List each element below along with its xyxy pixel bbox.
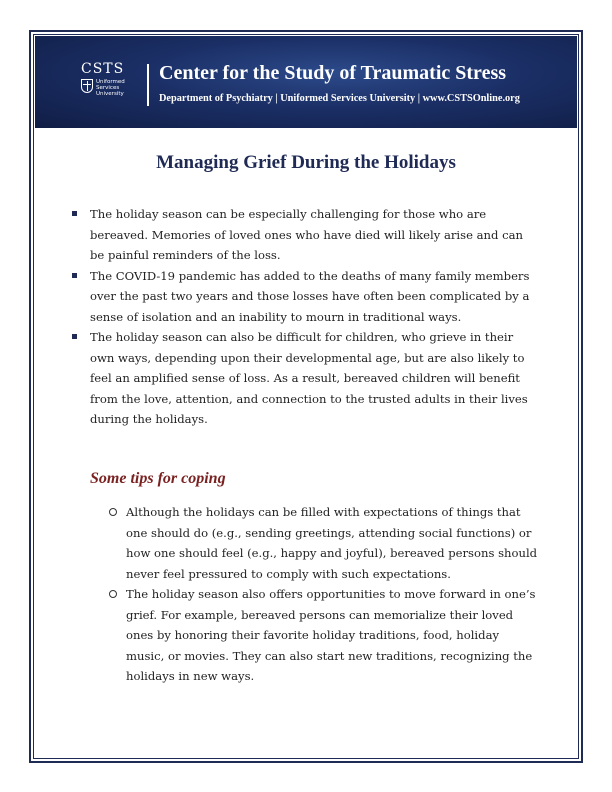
logo-acronym: CSTS: [81, 61, 125, 77]
bullet-item: The COVID-19 pandemic has added to the deaths of many family members over the past two years and those losses have often been complicated by a sense of isolation and an inability to mourn in traditional ways.: [70, 266, 540, 328]
document-title: Managing Grief During the Holidays: [156, 152, 456, 173]
header-banner: [35, 36, 577, 128]
shield-icon: [81, 79, 93, 93]
tips-list: [108, 502, 538, 687]
bullet-item: The holiday season can also be difficult for children, who grieve in their own ways, depending upon their developmental age, but are also likely to feel an amplified sense of loss. As a result, bereaved children will benefit from the love, attention, and connection to the trusted adults in their lives during the holidays.: [70, 327, 540, 430]
tip-item: Although the holidays can be filled with expectations of things that one should do (e.g., sending greetings, attending social functions) or how one should feel (e.g., happy and joyful), bereaved persons should never feel pressured to comply with such expectations.: [108, 502, 538, 584]
logo-seal-row: [81, 79, 137, 97]
tip-item: The holiday season also offers opportunities to move forward in one’s grief. For example, bereaved persons can memorialize their loved ones by honoring their favorite holiday traditions, food, holiday music, or movies. They can also start new traditions, recognizing the holidays in new ways.: [108, 584, 538, 687]
logo-university-text: Uniformed Services University: [96, 79, 125, 97]
banner-divider: [147, 64, 149, 106]
csts-logo: [81, 62, 137, 97]
intro-bullet-list: [70, 204, 540, 430]
tips-heading: Some tips for coping: [90, 470, 226, 487]
bullet-item: The holiday season can be especially challenging for those who are bereaved. Memories of loved ones who have died will likely arise and can be painful reminders of the loss.: [70, 204, 540, 266]
organization-subtitle: Department of Psychiatry | Uniformed Services University | www.CSTSOnline.org: [159, 93, 520, 104]
organization-title: Center for the Study of Traumatic Stress: [159, 62, 507, 84]
